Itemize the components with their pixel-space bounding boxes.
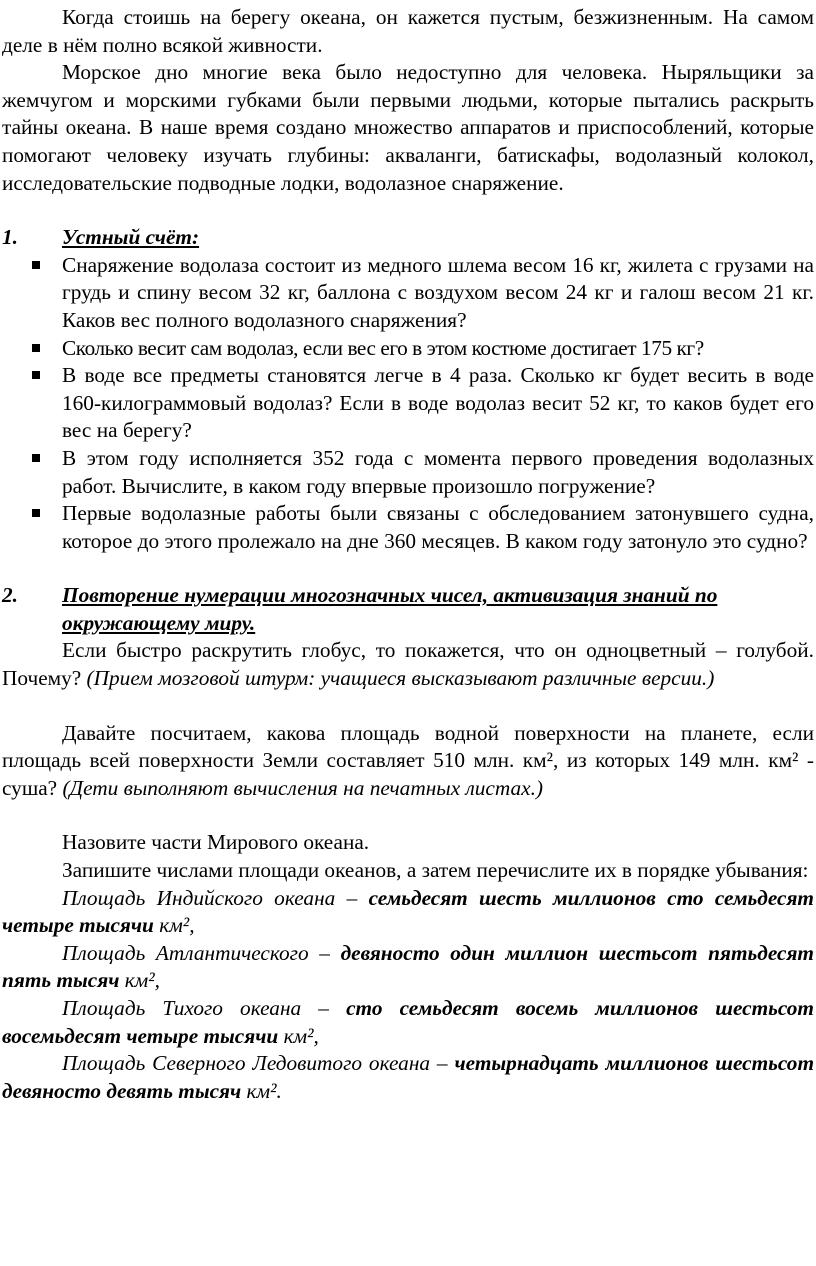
intro-paragraph-1: Когда стоишь на берегу океана, он кажется пустым, безжизненным. На самом деле в нём полно всякой живности. <box>2 5 814 57</box>
square-bullet-icon <box>32 261 40 269</box>
ocean-unit: км². <box>246 1078 282 1103</box>
ocean-value: семьдесят шесть миллионов сто семьдесят четыре тысячи <box>2 885 814 938</box>
task-item <box>2 335 814 363</box>
task-text: Снаряжение водолаза состоит из медного шлема весом 16 кг, жилета с грузами на грудь и спину весом 32 кг, баллона с воздухом весом 24 кг и галош весом 21 кг. Каков вес полного водолазного снаряжения? <box>62 252 814 332</box>
ocean-area-arctic <box>2 1050 814 1105</box>
ocean-unit: км², <box>159 913 195 938</box>
square-bullet-icon <box>32 371 40 379</box>
write-numbers-paragraph: Запишите числами площади океанов, а затем перечислите их в порядке убывания: <box>62 858 809 883</box>
calc-text: Давайте посчитаем, какова площадь водной поверхности на планете, если площадь всей поверхности Земли составляет 510 млн. км², из которых 149 млн. км² - суша? <box>2 720 814 800</box>
ocean-label: Площадь Тихого океана – <box>62 996 329 1020</box>
name-parts-paragraph: Назовите части Мирового океана. <box>62 830 370 855</box>
ocean-value: четырнадцать миллионов шестьсот девяносто девять тысяч <box>2 1051 815 1103</box>
ocean-area-pacific <box>2 995 814 1050</box>
ocean-unit: км², <box>124 968 160 993</box>
ocean-label: Площадь Индийского океана – <box>62 885 358 910</box>
task-text: В этом году исполняется 352 года с момента первого проведения водолазных работ. Вычислите, в каком году впервые произошло погружение? <box>62 445 814 498</box>
spacer <box>2 693 814 720</box>
section-1-task-list <box>2 252 814 556</box>
task-item <box>2 445 814 500</box>
square-bullet-icon <box>32 344 40 352</box>
square-bullet-icon <box>32 509 40 517</box>
task-text: Первые водолазные работы были связаны с обследованием затонувшего судна, которое до этого пролежало на дне 360 месяцев. В каком году затонуло это судно? <box>62 501 814 553</box>
task-item <box>2 500 814 555</box>
globe-text: Если быстро раскрутить глобус, то покажется, что он одноцветный – голубой. Почему? <box>2 638 814 691</box>
ocean-value: девяносто один миллион шестьсот пятьдесят пять тысяч <box>2 940 815 993</box>
section-1-heading <box>2 224 814 252</box>
task-item <box>2 252 814 335</box>
ocean-label: Площадь Северного Ледовитого океана – <box>62 1051 448 1076</box>
section-2-heading <box>2 582 814 637</box>
spacer <box>2 197 814 224</box>
section-1-title: Устный счёт: <box>62 225 200 250</box>
ocean-value: сто семьдесят восемь миллионов шестьсот восемьдесят четыре тысячи <box>2 996 815 1048</box>
task-text: В воде все предметы становятся легче в 4 раза. Сколько кг будет весить в воде 160-килограммовый водолаз? Если в воде водолаз весит 52 кг, то каков будет его вес на берегу? <box>62 363 814 443</box>
spacer <box>2 555 814 582</box>
spacer <box>2 802 814 829</box>
ocean-label: Площадь Атлантического – <box>62 940 330 965</box>
square-bullet-icon <box>32 454 40 462</box>
ocean-area-indian <box>2 885 814 940</box>
globe-paragraph <box>2 637 814 692</box>
section-2-title: Повторение нумерации многозначных чисел, активизация знаний по окружающему миру. <box>62 583 718 635</box>
task-text: Сколько весит сам водолаз, если вес его в этом костюме достигает 175 кг? <box>62 335 704 360</box>
calc-note: (Дети выполняют вычисления на печатных листах.) <box>62 775 544 800</box>
intro-paragraph-2: Морское дно многие века было недоступно для человека. Ныряльщики за жемчугом и морскими губками были первыми людьми, которые пытались раскрыть тайны океана. В наше время создано множество аппаратов и приспособлений, которые помогают человеку изучать глубины: акваланги, батискафы, водолазный колокол, исследовательские подводные лодки, водолазное снаряжение. <box>2 60 814 195</box>
section-2-number: 2. <box>2 583 18 608</box>
ocean-area-atlantic <box>2 940 814 995</box>
ocean-unit: км², <box>283 1023 319 1048</box>
calc-paragraph <box>2 720 814 803</box>
section-1-number: 1. <box>2 225 18 250</box>
globe-note: (Прием мозговой штурм: учащиеся высказывают различные версии.) <box>86 666 715 691</box>
task-item <box>2 362 814 445</box>
